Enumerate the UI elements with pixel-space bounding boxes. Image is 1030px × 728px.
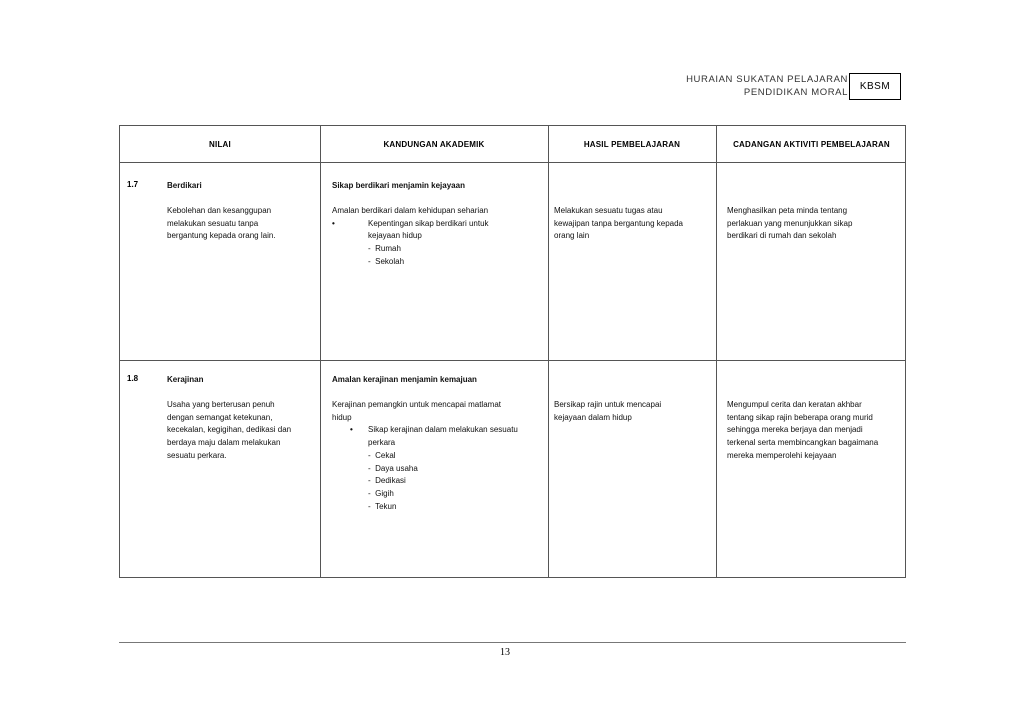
header-line-1: HURAIAN SUKATAN PELAJARAN [686,74,848,85]
bullet-item: • Sikap kerajinan dalam melakukan sesuatu perkara - Cekal - Daya usaha - Dedikasi - Gigih - Tekun [332,424,546,513]
kbsm-badge: KBSM [849,73,901,100]
bullet-icon: • [332,218,335,228]
column-header-nilai: NILAI [209,140,231,149]
column-header-hasil: HASIL PEMBELAJARAN [583,140,681,149]
suggested-activity: Menghasilkan peta minda tentang perlakuan yang menunjukkan sikap berdikari di rumah dan sekolah [727,206,853,241]
document-header [560,73,848,99]
sub-item: - Gigih [368,488,394,498]
sub-item: - Tekun [368,501,397,511]
row-divider [120,360,905,361]
sub-item: - Cekal [368,450,396,460]
content-heading: Amalan kerajinan menjamin kemajuan [332,375,477,384]
learning-outcome: Melakukan sesuatu tugas atau kewajipan tanpa bergantung kepada orang lain [554,206,683,241]
content-body: Amalan berdikari dalam kehidupan seharian • Kepentingan sikap berdikari untuk kejayaan hidup - Rumah - Sekolah [332,205,544,269]
value-title: Berdikari [167,181,202,190]
column-divider [320,126,321,577]
sub-item: - Dedikasi [368,476,406,486]
sub-list [368,450,518,514]
column-divider [716,126,717,577]
row-number: 1.8 [127,374,139,383]
value-description: Kebolehan dan kesanggupan melakukan sesuatu tanpa bergantung kepada orang lain. [167,206,276,241]
column-header-kandungan: KANDUNGAN AKADEMIK [383,140,485,149]
learning-outcome: Bersikap rajin untuk mencapai kejayaan dalam hidup [554,400,662,422]
row-number: 1.7 [127,180,139,189]
sub-list [368,243,489,268]
content-body: Kerajinan pemangkin untuk mencapai matlamat hidup • Sikap kerajinan dalam melakukan sesuatu perkara - Cekal - Daya usaha - Dedikasi - Gigih - Tekun [332,399,546,513]
page-number: 13 [500,647,510,658]
bullet-icon: • [350,425,353,435]
sub-item: - Rumah [368,244,401,254]
bullet-item: • Kepentingan sikap berdikari untuk kejayaan hidup - Rumah - Sekolah [332,218,544,269]
column-header-cadangan: CADANGAN AKTIVITI PEMBELAJARAN [733,140,890,149]
header-line-2: PENDIDIKAN MORAL [743,87,848,98]
value-description: Usaha yang berterusan penuh dengan semangat ketekunan, kecekalan, kegigihan, dedikasi dan berdaya maju dalam melakukan sesuatu perkara. [167,400,292,460]
value-title: Kerajinan [167,375,204,384]
sub-item: - Daya usaha [368,463,418,473]
content-heading: Sikap berdikari menjamin kejayaan [332,181,465,190]
footer-divider [119,642,906,643]
syllabus-table [119,125,906,578]
suggested-activity: Mengumpul cerita dan keratan akhbar tentang sikap rajin beberapa orang murid sehingga mereka berjaya dan menjadi terkenal serta membincangkan bagaimana mereka memperolehi kejayaan [727,400,879,460]
column-header-row [120,126,905,163]
column-divider [548,126,549,577]
sub-item: - Sekolah [368,256,405,266]
